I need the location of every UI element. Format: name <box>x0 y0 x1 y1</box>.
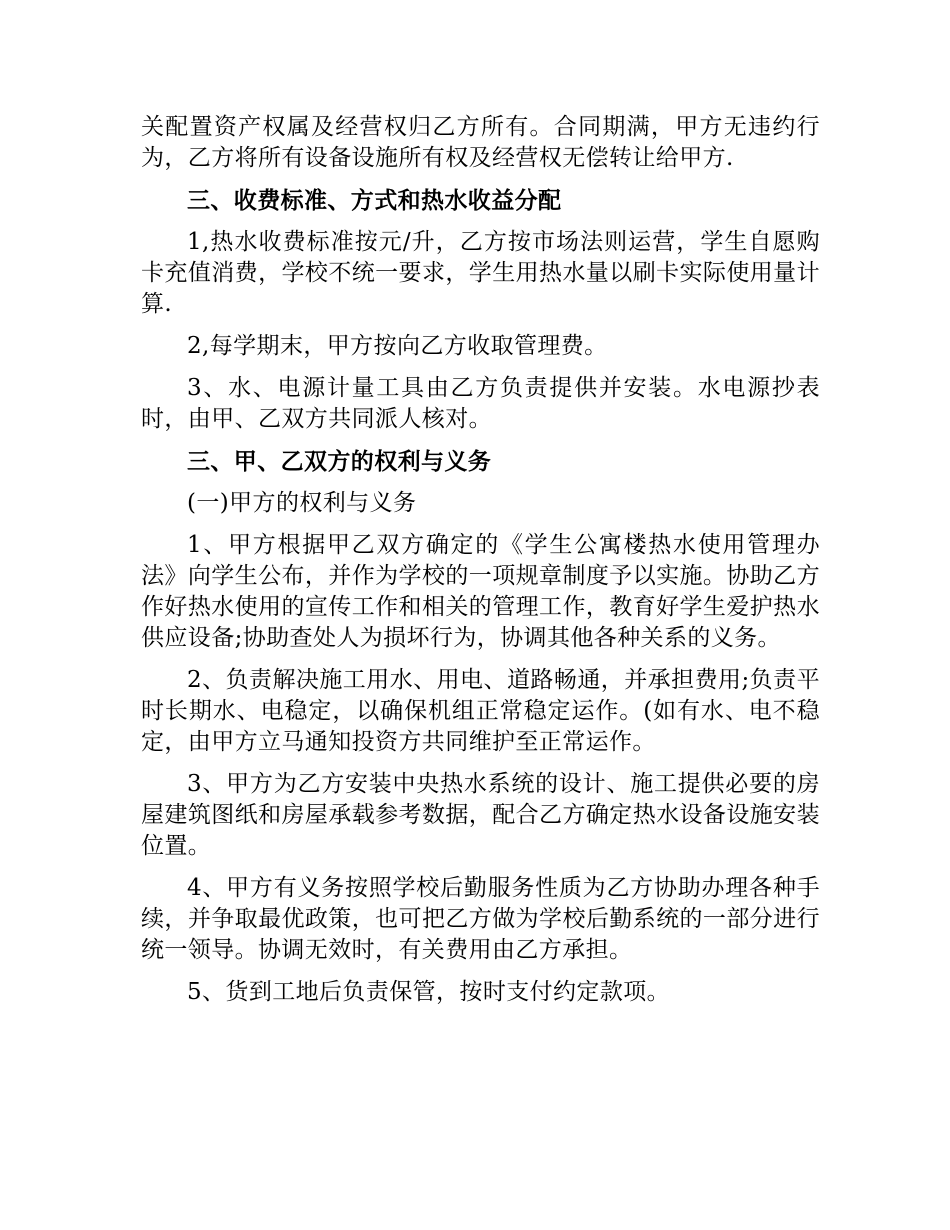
section-heading-rights: 三、甲、乙双方的权利与义务 <box>187 448 492 475</box>
subsection-heading-party-a: (一)甲方的权利与义务 <box>187 490 417 516</box>
party-a-clause-5: 5、货到工地后负责保管，按时支付约定款项。 <box>187 979 671 1005</box>
party-a-clause-2: 2、负责解决施工用水、用电、道路畅通，并承担费用;负责平时长期水、电稳定，以确保机组正常稳定运作。(如有水、电不稳定，由甲方立马通知投资方共同维护至正常运作。 <box>141 667 820 755</box>
fee-clause-3: 3、水、电源计量工具由乙方负责提供并安装。水电源抄表时，由甲、乙双方共同派人核对。 <box>141 375 820 432</box>
fee-clause-1: 1,热水收费标准按元/升，乙方按市场法则运营，学生自愿购卡充值消费，学校不统一要求，学生用热水量以刷卡实际使用量计算. <box>141 229 820 317</box>
continuation-paragraph: 关配置资产权属及经营权归乙方所有。合同期满，甲方无违约行为，乙方将所有设备设施所有权及经营权无偿转让给甲方. <box>141 114 820 171</box>
party-a-clause-1: 1、甲方根据甲乙双方确定的《学生公寓楼热水使用管理办法》向学生公布，并作为学校的一项规章制度予以实施。协助乙方作好热水使用的宣传工作和相关的管理工作，教育好学生爱护热水供应设备;协助查处人为损坏行为，协调其他各种关系的义务。 <box>141 532 820 651</box>
section-heading-fees: 三、收费标准、方式和热水收益分配 <box>187 187 562 214</box>
party-a-clause-4: 4、甲方有义务按照学校后勤服务性质为乙方协助办理各种手续，并争取最优政策，也可把乙方做为学校后勤系统的一部分进行统一领导。协调无效时，有关费用由乙方承担。 <box>141 875 820 963</box>
fee-clause-2: 2,每学期末，甲方按向乙方收取管理费。 <box>187 333 608 359</box>
party-a-clause-3: 3、甲方为乙方安装中央热水系统的设计、施工提供必要的房屋建筑图纸和房屋承载参考数据，配合乙方确定热水设备设施安装位置。 <box>141 771 820 859</box>
